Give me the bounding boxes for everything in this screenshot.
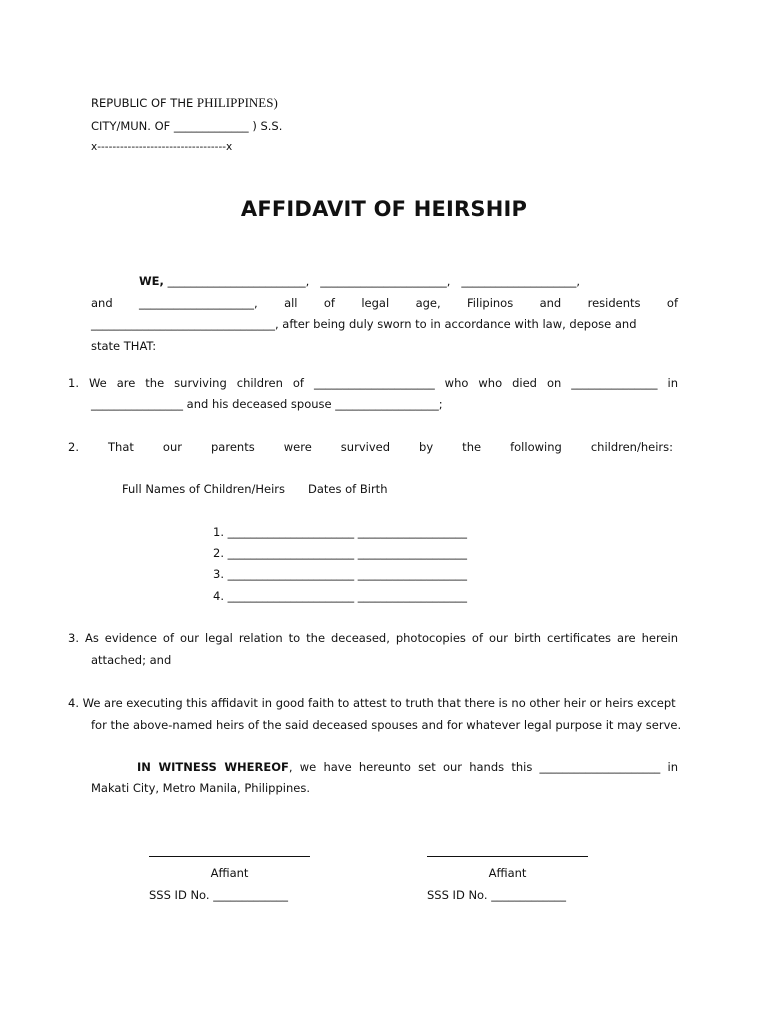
intro-line-2: and ____________________, all of legal age, Filipinos and residents of	[91, 296, 678, 310]
republic-suffix: )	[273, 95, 278, 110]
item-3-line-1: 3. As evidence of our legal relation to the deceased, photocopies of our birth certificates are herein	[68, 631, 678, 645]
witness-line-1	[137, 760, 678, 774]
item-1-line-1: 1. We are the surviving children of _____________________ who who died on _______________ in	[68, 376, 678, 390]
item-2-line-1: 2. That our parents were survived by the following children/heirs:	[68, 440, 673, 454]
heir-row: 3. ______________________ ___________________	[213, 567, 468, 581]
document-title: AFFIDAVIT OF HEIRSHIP	[240, 197, 528, 221]
city-line: CITY/MUN. OF _____________ ) S.S.	[91, 119, 283, 133]
column-header-names: Full Names of Children/Heirs	[122, 482, 285, 496]
intro-line-1	[139, 274, 580, 288]
heir-row: 2. ______________________ ___________________	[213, 546, 468, 560]
signature-line-left	[149, 856, 310, 857]
intro-line-1-rest: ________________________, ______________________, ____________________,	[167, 274, 580, 288]
intro-line-4: state THAT:	[91, 339, 157, 353]
header-separator: x----------------------------------x	[91, 141, 233, 153]
column-header-dates: Dates of Birth	[308, 482, 388, 496]
item-1-line-2: ________________ and his deceased spouse __________________;	[91, 397, 443, 411]
republic-prefix: REPUBLIC OF THE	[91, 96, 197, 110]
we-label: WE,	[139, 274, 164, 288]
affiant-label-right: Affiant	[488, 866, 527, 880]
republic-line	[91, 95, 278, 111]
sss-id-right: SSS ID No. _____________	[427, 888, 566, 902]
heir-row: 1. ______________________ ___________________	[213, 525, 468, 539]
affiant-label-left: Affiant	[210, 866, 249, 880]
heir-row: 4. ______________________ ___________________	[213, 589, 468, 603]
witness-heading: IN WITNESS WHEREOF	[137, 760, 289, 774]
item-3-line-2: attached; and	[91, 653, 172, 667]
signature-line-right	[427, 856, 588, 857]
republic-country: PHILIPPINES	[196, 95, 274, 110]
witness-line-2: Makati City, Metro Manila, Philippines.	[91, 781, 310, 795]
sss-id-left: SSS ID No. _____________	[149, 888, 288, 902]
item-4-line-2: for the above-named heirs of the said deceased spouses and for whatever legal purpose it may serve.	[91, 718, 682, 732]
intro-line-3: ________________________________, after being duly sworn to in accordance with law, depose and	[91, 317, 637, 331]
item-4-line-1: 4. We are executing this affidavit in good faith to attest to truth that there is no other heir or heirs except	[68, 696, 676, 710]
witness-line-1-rest: , we have hereunto set our hands this _____________________ in	[288, 760, 678, 774]
